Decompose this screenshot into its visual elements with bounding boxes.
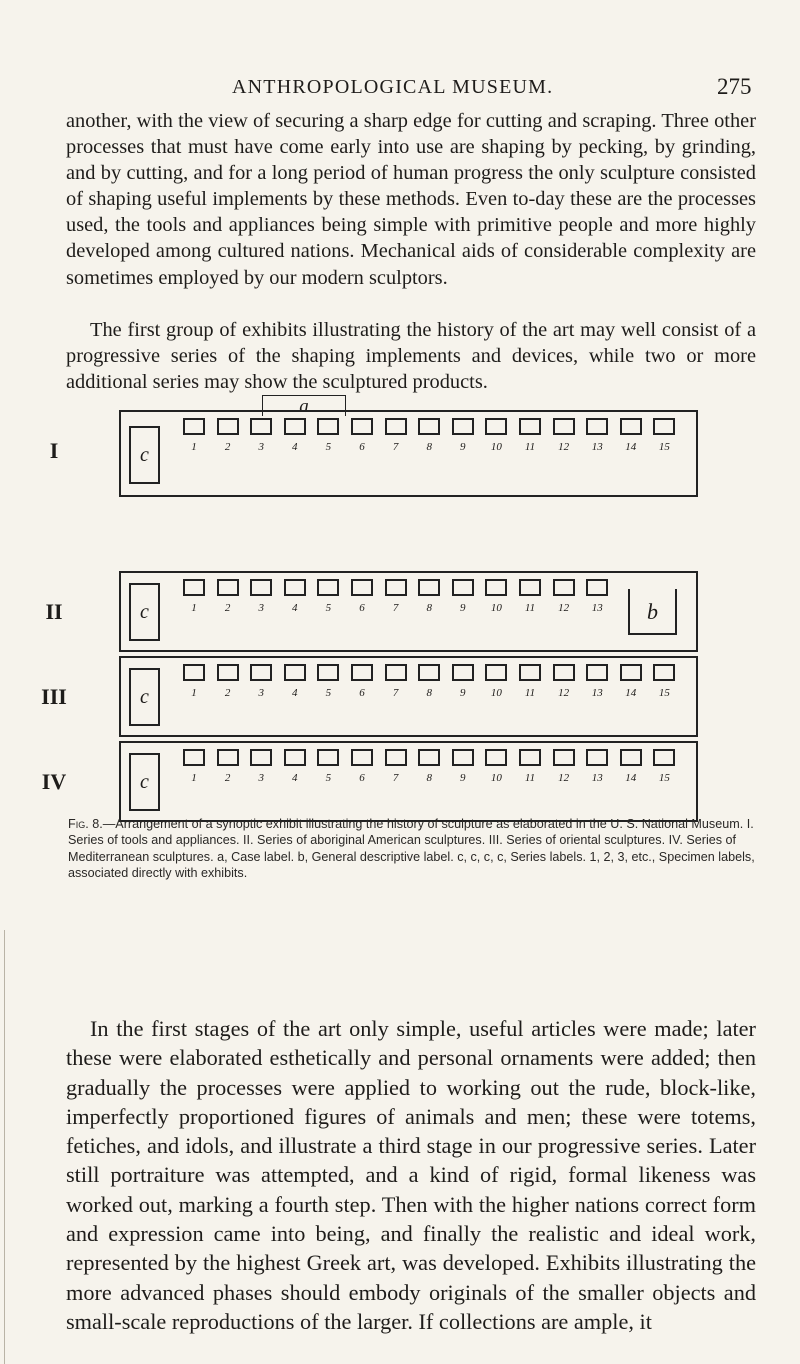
- specimen-box: [284, 579, 306, 596]
- specimen-number-label: 7: [392, 441, 399, 453]
- specimen-number-label: 13: [591, 441, 603, 453]
- series-case: [119, 656, 698, 737]
- specimen-number-label: 1: [191, 687, 197, 699]
- specimen-box: [653, 418, 675, 435]
- specimen-number-label: 6: [359, 687, 365, 699]
- specimen-number-label: 11: [524, 602, 536, 614]
- specimen-number-label: 1: [191, 602, 197, 614]
- specimen-box: [217, 664, 239, 681]
- series-case: [119, 571, 698, 652]
- series-roman-numeral: II: [45, 599, 63, 624]
- specimen-number-label: 9: [460, 441, 466, 453]
- specimen-box: [217, 749, 239, 766]
- specimen-number-label: 10: [490, 602, 502, 614]
- specimen-number-label: 1: [191, 772, 197, 784]
- specimen-box: [553, 664, 575, 681]
- specimen-number-label: 14: [625, 772, 637, 784]
- specimen-box: [620, 418, 642, 435]
- specimen-number-label: 3: [258, 772, 264, 784]
- specimen-number-label: 6: [359, 772, 365, 784]
- series-roman-numeral: I: [49, 438, 59, 463]
- general-descriptive-label-b: b: [628, 589, 677, 635]
- specimen-number-label: 4: [292, 687, 298, 699]
- specimen-box: [485, 749, 507, 766]
- specimen-box: [183, 664, 205, 681]
- specimen-box: [250, 749, 272, 766]
- specimen-number-label: 3: [258, 602, 264, 614]
- specimen-box: [620, 749, 642, 766]
- series-case: [119, 410, 698, 497]
- series-case: [119, 741, 698, 822]
- specimen-box: [250, 579, 272, 596]
- specimen-box: [452, 418, 474, 435]
- specimen-number-label: 5: [325, 441, 332, 453]
- specimen-number-label: 1: [191, 441, 197, 453]
- specimen-box: [351, 749, 373, 766]
- specimen-number-label: 12: [558, 602, 570, 614]
- specimen-number-label: 13: [591, 687, 603, 699]
- synoptic-exhibit-figure: [34, 395, 754, 805]
- specimen-box: [485, 664, 507, 681]
- specimen-box: [183, 579, 205, 596]
- specimen-box: [351, 579, 373, 596]
- series-roman-numeral: IV: [41, 769, 67, 794]
- specimen-box: [418, 579, 440, 596]
- specimen-box: [284, 749, 306, 766]
- case-label-a: a: [262, 395, 346, 416]
- page-number: 275: [717, 74, 752, 99]
- specimen-box: [485, 418, 507, 435]
- series-label-c: c: [129, 668, 160, 726]
- series-label-c: c: [129, 753, 160, 811]
- specimen-number-label: 8: [426, 772, 432, 784]
- specimen-number-label: 2: [224, 441, 231, 453]
- specimen-box: [452, 664, 474, 681]
- specimen-box: [553, 418, 575, 435]
- specimen-number-label: 7: [392, 772, 399, 784]
- specimen-box: [586, 664, 608, 681]
- specimen-number-label: 6: [359, 602, 365, 614]
- specimen-number-label: 15: [658, 772, 670, 784]
- paragraph-stages: In the first stages of the art only simple, useful articles were made; later these were elaborated esthetically and personal ornaments were added; then gradually the processes were applied to working out the rude, block-like, imperfectly proportioned figures of animals and men; these were totems, fetiches, and idols, and illustrate a third stage in our progressive series. Later still portraiture was attempted, and a kind of rigid, formal likeness was worked out, marking a fourth step. Then with the higher nations correct form and expression came into being, and finally the realistic and ideal work, represented by the highest Greek art, was developed. Exhibits illustrating the more advanced phases should embody originals of the smaller objects and small-scale reproductions of the larger. If collections are ample, it: [66, 1016, 756, 1334]
- specimen-box: [418, 418, 440, 435]
- specimen-box: [586, 579, 608, 596]
- specimen-box: [183, 749, 205, 766]
- specimen-box: [418, 749, 440, 766]
- specimen-box: [317, 749, 339, 766]
- specimen-number-label: 14: [625, 441, 637, 453]
- binding-edge: [4, 930, 5, 1364]
- specimen-box: [653, 749, 675, 766]
- specimen-box: [217, 418, 239, 435]
- specimen-box: [217, 579, 239, 596]
- specimen-number-label: 4: [292, 772, 298, 784]
- specimen-number-label: 10: [490, 441, 502, 453]
- specimen-box: [653, 664, 675, 681]
- specimen-number-label: 11: [524, 772, 536, 784]
- specimen-number-label: 15: [658, 441, 670, 453]
- specimen-number-label: 4: [292, 602, 298, 614]
- series-roman-numeral: III: [41, 684, 67, 709]
- specimen-number-label: 7: [392, 687, 399, 699]
- specimen-box: [586, 749, 608, 766]
- specimen-box: [519, 664, 541, 681]
- specimen-number-label: 8: [426, 687, 432, 699]
- specimen-box: [284, 664, 306, 681]
- specimen-number-label: 12: [558, 687, 570, 699]
- specimen-number-label: 15: [658, 687, 670, 699]
- specimen-number-label: 3: [258, 441, 264, 453]
- specimen-number-label: 11: [524, 441, 536, 453]
- specimen-number-label: 13: [591, 602, 603, 614]
- specimen-box: [351, 664, 373, 681]
- specimen-number-label: 3: [258, 687, 264, 699]
- specimen-number-label: 2: [224, 687, 231, 699]
- specimen-number-label: 9: [460, 772, 466, 784]
- specimen-box: [452, 749, 474, 766]
- specimen-box: [351, 418, 373, 435]
- paragraph-opening: another, with the view of securing a sharp edge for cutting and scraping. Three other processes that must have come early into use are shaping by pecking, by grinding, and by cutting, and for a long period of human progress the only sculpture consisted of shaping useful implements by these methods. Even to-day these are the processes used, the tools and appliances being simple with primitive people and more highly developed among cultured nations. Mechanical aids of considerable complexity are sometimes employed by our modern sculptors.: [66, 110, 756, 289]
- specimen-box: [519, 579, 541, 596]
- specimen-number-label: 10: [490, 772, 502, 784]
- specimen-number-label: 5: [325, 772, 332, 784]
- caption-lead: Fig. 8.: [68, 817, 103, 831]
- specimen-number-label: 2: [224, 772, 231, 784]
- specimen-number-label: 13: [591, 772, 603, 784]
- specimen-box: [317, 579, 339, 596]
- running-title: ANTHROPOLOGICAL MUSEUM.: [232, 76, 554, 98]
- specimen-box: [385, 664, 407, 681]
- specimen-box: [385, 579, 407, 596]
- specimen-box: [183, 418, 205, 435]
- specimen-box: [418, 664, 440, 681]
- specimen-number-label: 5: [325, 687, 332, 699]
- specimen-number-label: 6: [359, 441, 365, 453]
- specimen-box: [250, 418, 272, 435]
- specimen-box: [284, 418, 306, 435]
- specimen-number-label: 9: [460, 602, 466, 614]
- specimen-box: [586, 418, 608, 435]
- running-head: [0, 74, 800, 102]
- specimen-box: [385, 749, 407, 766]
- specimen-number-label: 12: [558, 772, 570, 784]
- specimen-number-label: 11: [524, 687, 536, 699]
- specimen-box: [385, 418, 407, 435]
- specimen-box: [519, 418, 541, 435]
- specimen-box: [317, 418, 339, 435]
- specimen-box: [553, 749, 575, 766]
- series-label-c: c: [129, 583, 160, 641]
- specimen-box: [620, 664, 642, 681]
- specimen-number-label: 14: [625, 687, 637, 699]
- specimen-number-label: 5: [325, 602, 332, 614]
- specimen-box: [250, 664, 272, 681]
- specimen-number-label: 2: [224, 602, 231, 614]
- specimen-number-label: 9: [460, 687, 466, 699]
- paragraph-first-group: The first group of exhibits illustrating the history of the art may well consist of a progressive series of the shaping implements and devices, while two or more additional series may show the sculptured products.: [66, 319, 756, 394]
- specimen-number-label: 12: [558, 441, 570, 453]
- specimen-box: [553, 579, 575, 596]
- specimen-box: [485, 579, 507, 596]
- series-label-c: c: [129, 426, 160, 484]
- specimen-number-label: 10: [490, 687, 502, 699]
- specimen-box: [317, 664, 339, 681]
- specimen-number-label: 8: [426, 441, 432, 453]
- specimen-number-label: 4: [292, 441, 298, 453]
- figure-caption: [68, 816, 756, 882]
- specimen-box: [452, 579, 474, 596]
- specimen-box: [519, 749, 541, 766]
- specimen-number-label: 8: [426, 602, 432, 614]
- specimen-number-label: 7: [392, 602, 399, 614]
- caption-text: —Arrangement of a synoptic exhibit illustrating the history of sculpture as elaborated in the U. S. National Museum. I. Series of tools and appliances. II. Series of aboriginal American sculptures. III. Series of oriental sculptures. IV. Series of Mediterranean sculptures. a, Case label. b, General descriptive label. c, c, c, c, Series labels. 1, 2, 3, etc., Specimen labels, associated directly with exhibits.: [68, 817, 755, 881]
